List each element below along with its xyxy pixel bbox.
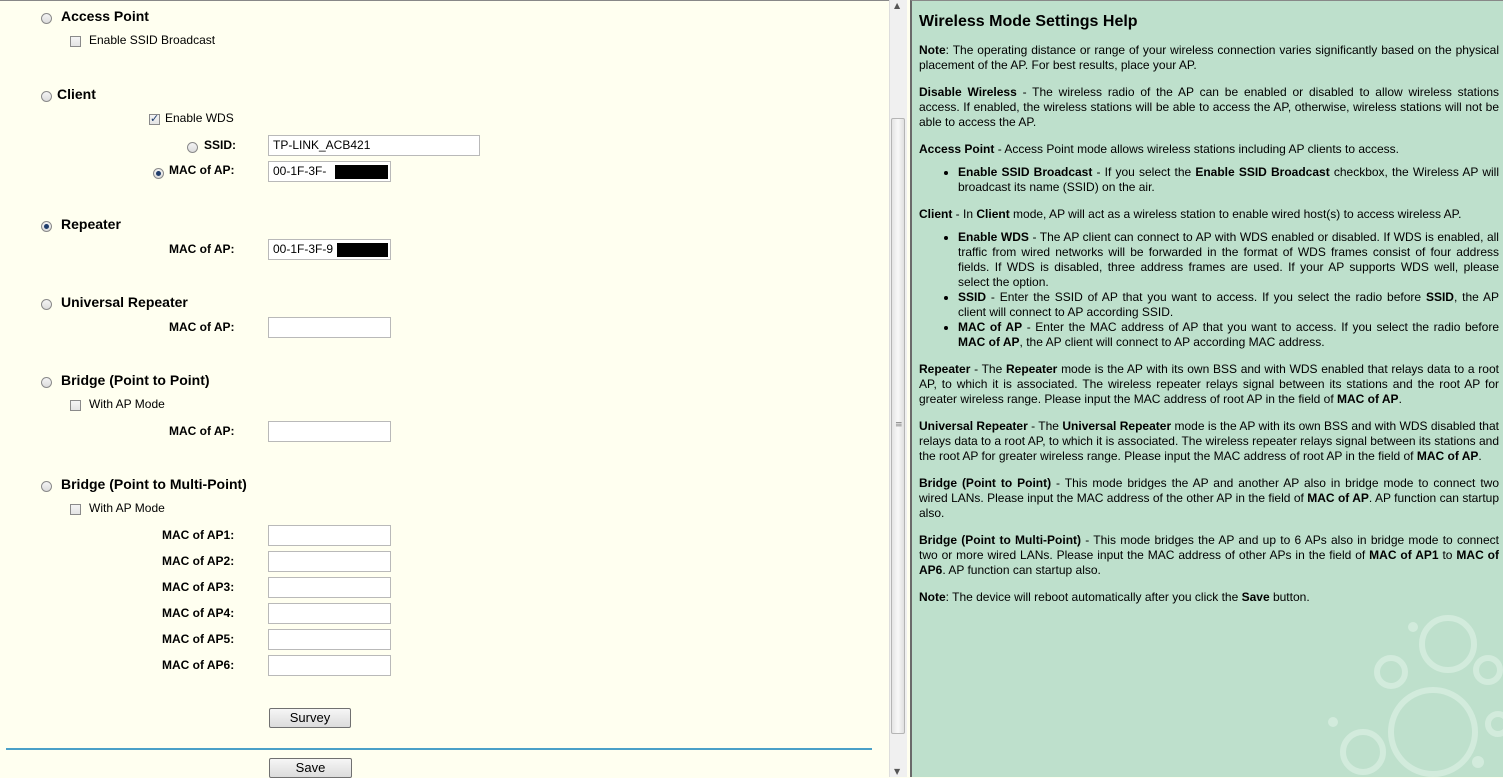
client-label: Client bbox=[57, 86, 96, 102]
client-ssid-radio[interactable] bbox=[187, 142, 198, 153]
scroll-up-arrow-icon[interactable]: ▲ bbox=[894, 1, 901, 10]
help-access-point: Access Point - Access Point mode allows wireless stations including AP clients to access. bbox=[919, 142, 1400, 156]
bridge-ptmp-mac3-label: MAC of AP3: bbox=[162, 580, 235, 594]
bridge-ptmp-mac3-input[interactable] bbox=[268, 577, 391, 598]
help-note: Note: The operating distance or range of your wireless connection varies significantly based on the physical placement of the AP. For best results, place your AP. bbox=[919, 43, 1499, 72]
bridge-ptmp-mac1-label: MAC of AP1: bbox=[162, 528, 235, 542]
bridge-ptmp-ap-mode-label: With AP Mode bbox=[89, 501, 165, 515]
bridge-ptp-radio[interactable] bbox=[41, 377, 52, 388]
bridge-ptp-label: Bridge (Point to Point) bbox=[61, 372, 210, 388]
bridge-ptmp-label: Bridge (Point to Multi-Point) bbox=[61, 476, 247, 492]
client-ssid-input[interactable] bbox=[268, 135, 480, 156]
bridge-ptp-ap-mode-label: With AP Mode bbox=[89, 397, 165, 411]
client-mac-radio[interactable] bbox=[153, 168, 164, 179]
enable-wds-checkbox[interactable] bbox=[149, 114, 160, 125]
client-radio[interactable] bbox=[41, 91, 52, 102]
help-content bbox=[919, 12, 1499, 617]
client-mac-label: MAC of AP: bbox=[169, 163, 235, 177]
help-ssid-broadcast-item: • Enable SSID Broadcast - If you select the Enable SSID Broadcast checkbox, the Wireless AP will broadcast its name (SSID) on the air. bbox=[958, 165, 1499, 195]
bridge-ptmp-mac4-input[interactable] bbox=[268, 603, 391, 624]
help-wds-item: • Enable WDS - The AP client can connect to AP with WDS enabled or disabled. If WDS is enabled, all traffic from wired networks will be forwarded in the format of WDS frames consist of four address fields. If WDS is disabled, three address frames are used. If your AP supports WDS well, please select the option. bbox=[958, 230, 1499, 290]
universal-repeater-mac-label: MAC of AP: bbox=[169, 320, 235, 334]
decorative-circles-icon bbox=[1273, 612, 1503, 777]
redaction-bar bbox=[337, 243, 388, 257]
universal-repeater-mac-input[interactable] bbox=[268, 317, 391, 338]
universal-repeater-label: Universal Repeater bbox=[61, 294, 188, 310]
bridge-ptmp-ap-mode-checkbox[interactable] bbox=[70, 504, 81, 515]
bridge-ptmp-mac1-input[interactable] bbox=[268, 525, 391, 546]
help-client: Client - In Client mode, AP will act as a wireless station to enable wired host(s) to access wireless AP. bbox=[919, 207, 1462, 221]
access-point-radio[interactable] bbox=[41, 13, 52, 24]
bridge-ptp-mac-label: MAC of AP: bbox=[169, 424, 235, 438]
bridge-ptp-mac-input[interactable] bbox=[268, 421, 391, 442]
access-point-label: Access Point bbox=[61, 8, 149, 24]
help-note-reboot: Note: The device will reboot automatically after you click the Save button. bbox=[919, 590, 1310, 604]
bridge-ptmp-mac2-label: MAC of AP2: bbox=[162, 554, 235, 568]
section-divider bbox=[6, 748, 872, 750]
help-bridge-ptp: Bridge (Point to Point) - This mode bridges the AP and another AP also in bridge mode to connect two wired LANs. Please input the MAC address of the other AP in the field of MAC of AP. AP function can startup also. bbox=[919, 476, 1500, 520]
repeater-radio[interactable] bbox=[41, 221, 52, 232]
bridge-ptmp-mac4-label: MAC of AP4: bbox=[162, 606, 235, 620]
survey-button[interactable]: Survey bbox=[269, 708, 351, 728]
client-mac-value: 00-1F-3F- bbox=[273, 164, 327, 178]
help-title: Wireless Mode Settings Help bbox=[919, 13, 1138, 30]
help-universal-repeater: Universal Repeater - The Universal Repeater mode is the AP with its own BSS and with WDS disabled that relays data to a root AP, to which it is associated. The wireless repeater relays signal between its stations and the root AP for greater wireless range. Please input the MAC address of root AP in the field of MAC of AP. bbox=[919, 419, 1499, 463]
help-bridge-ptmp: Bridge (Point to Multi-Point) - This mode bridges the AP and up to 6 APs also in bridge mode to connect two or more wired LANs. Please input the MAC address of other APs in the field of MAC of AP1 to MAC of AP6. AP function can startup also. bbox=[919, 533, 1499, 577]
client-ssid-value: TP-LINK_ACB421 bbox=[273, 138, 371, 152]
repeater-mac-label: MAC of AP: bbox=[169, 242, 235, 256]
scroll-grip-icon: ≡ bbox=[895, 420, 903, 430]
redaction-bar bbox=[335, 165, 388, 179]
repeater-mac-value: 00-1F-3F-9 bbox=[273, 242, 334, 256]
save-button[interactable]: Save bbox=[269, 758, 352, 778]
scroll-thumb[interactable] bbox=[891, 118, 905, 734]
help-ssid-item: • SSID - Enter the SSID of AP that you want to access. If you select the radio before SSID, the AP client will connect to AP according SSID. bbox=[958, 290, 1499, 320]
universal-repeater-radio[interactable] bbox=[41, 299, 52, 310]
bridge-ptmp-mac6-label: MAC of AP6: bbox=[162, 658, 235, 672]
scroll-down-arrow-icon[interactable]: ▼ bbox=[894, 767, 901, 776]
bridge-ptmp-mac5-input[interactable] bbox=[268, 629, 391, 650]
help-repeater: Repeater - The Repeater mode is the AP with its own BSS and with WDS enabled that relays data to a root AP, to which it is associated. The wireless repeater relays signal between its stations and the root AP for greater wireless range. Please input the MAC address of root AP in the field of MAC of AP. bbox=[919, 362, 1499, 406]
help-disable-wireless: Disable Wireless - The wireless radio of the AP can be enabled or disabled to allow wireless stations access. If enabled, the wireless stations will be able to access the AP, otherwise, wireless stations will not be able to access the AP. bbox=[919, 85, 1499, 129]
help-access-point-list bbox=[919, 165, 1499, 195]
help-panel bbox=[910, 0, 1503, 777]
enable-ssid-broadcast-checkbox[interactable] bbox=[70, 36, 81, 47]
repeater-label: Repeater bbox=[61, 216, 121, 232]
help-mac-item: • MAC of AP - Enter the MAC address of AP that you want to access. If you select the radio before MAC of AP, the AP client will connect to AP according MAC address. bbox=[958, 320, 1499, 350]
vertical-scrollbar[interactable] bbox=[889, 0, 907, 777]
bridge-ptmp-mac6-input[interactable] bbox=[268, 655, 391, 676]
bridge-ptmp-radio[interactable] bbox=[41, 481, 52, 492]
enable-ssid-broadcast-label: Enable SSID Broadcast bbox=[89, 33, 216, 47]
bridge-ptmp-mac5-label: MAC of AP5: bbox=[162, 632, 235, 646]
bridge-ptmp-mac2-input[interactable] bbox=[268, 551, 391, 572]
bridge-ptp-ap-mode-checkbox[interactable] bbox=[70, 400, 81, 411]
enable-wds-label: Enable WDS bbox=[165, 111, 234, 125]
client-ssid-label: SSID: bbox=[204, 138, 237, 152]
help-client-list bbox=[919, 230, 1499, 350]
